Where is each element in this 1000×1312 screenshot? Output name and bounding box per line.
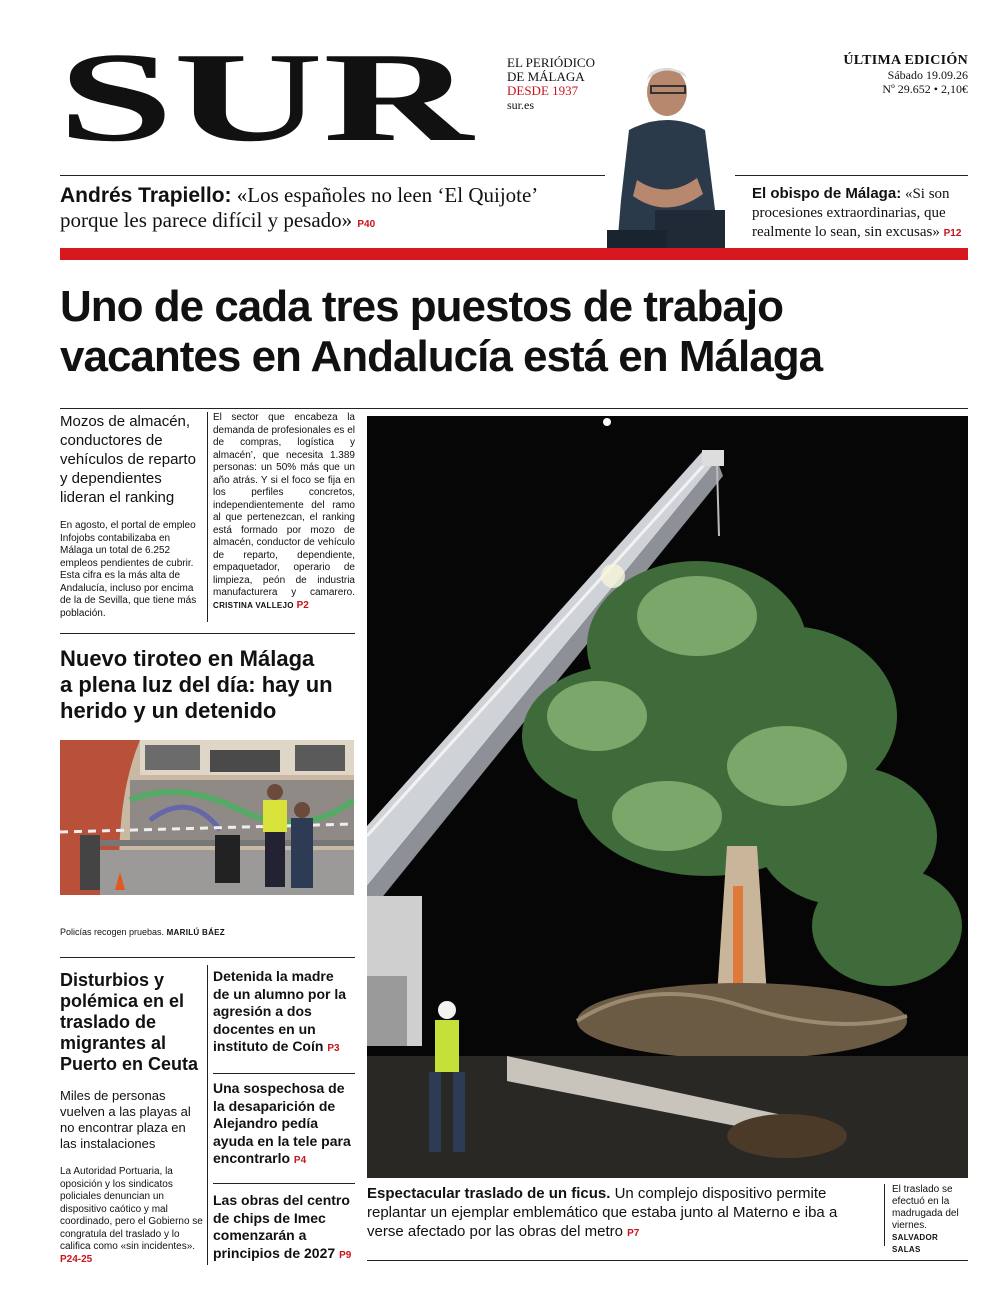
brief-coin-text: Detenida la madre de un alumno por la agresión a dos docentes en un instituto de Coín <box>213 968 347 1054</box>
police-caption <box>60 927 225 937</box>
sur-logo <box>58 40 478 150</box>
lead-divider <box>60 408 968 409</box>
ficus-page: P7 <box>627 1228 640 1239</box>
logo-text: SUR <box>58 40 476 150</box>
col-divider <box>207 412 208 622</box>
site-url: sur.es <box>507 98 534 112</box>
tagline-line-2: DE MÁLAGA <box>507 69 585 84</box>
tiroteo-headline[interactable] <box>60 646 360 724</box>
brief-divider-2 <box>213 1183 355 1184</box>
brief-alejandro-page: P4 <box>293 1155 307 1166</box>
ficus-side-text: El traslado se efectuó en la madrugada del viernes. <box>892 1184 959 1231</box>
teaser-obispo-quote: «Si son procesiones extraordinarias, que realmente lo sean, sin excusas» <box>752 186 950 240</box>
edition-info <box>843 54 968 96</box>
tagline-since: DESDE 1937 <box>507 83 579 98</box>
teaser-trapiello[interactable] <box>60 183 600 237</box>
ficus-photo <box>367 416 968 1178</box>
ceuta-body-text: La Autoridad Portuaria, la oposición y los sindicatos policiales denuncian un dispositivo caótico y mal coordinado, pero el Gobierno se congratula del traslado y lo califica como «sin incidentes». <box>60 1166 203 1252</box>
bottom-rule <box>367 1260 968 1261</box>
teaser-trapiello-name: Andrés Trapiello: <box>60 184 232 207</box>
lead-body-col2-text: El sector que encabeza la demanda de profesionales es el de compras, logística y almacén’, que necesita 1.389 personas: un 50% más que un año atrás. Y si el foco se fija en los perfiles concretos, independientemente del ramo al que pertenezcan, el ranking está formado por mozo de almacén, conductor de vehículo de reparto, dependiente, empaquetador, operario de limpieza, peón de industria manufacturera y camarero. <box>213 412 355 598</box>
section-divider <box>60 633 355 634</box>
lead-headline[interactable] <box>60 282 960 382</box>
ficus-side-caption <box>892 1184 968 1256</box>
teaser-obispo[interactable] <box>752 184 972 243</box>
brief-coin[interactable] <box>213 968 353 1058</box>
brief-alejandro-text: Una sospechosa de la desaparición de Alejandro pedía ayuda en la tele para encontrarlo <box>213 1080 351 1166</box>
ceuta-body <box>60 1166 205 1266</box>
ceuta-subhead: Miles de personas vuelven a las playas al no encontrar plaza en las instalaciones <box>60 1088 191 1151</box>
teaser-trapiello-page: P40 <box>357 219 376 230</box>
brief-imec[interactable] <box>213 1192 353 1264</box>
brief-divider-1 <box>213 1073 355 1074</box>
edition-number-price: Nº 29.652 • 2,10€ <box>882 82 968 96</box>
ficus-caption[interactable] <box>367 1184 872 1243</box>
brief-imec-text: Las obras del centro de chips de Imec comenzarán a principios de 2027 <box>213 1192 350 1261</box>
masthead-tagline <box>507 56 595 112</box>
masthead-divider-right <box>735 175 968 176</box>
edition-label: ÚLTIMA EDICIÓN <box>843 53 968 68</box>
lead-body-col1: En agosto, el portal de empleo Infojobs contabilizaba en Málaga un total de 6.252 empleos pendientes de cubrir. Esta cifra es la más alta de Andalucía, incluso por encima de la de Sevilla, que tiene más población. <box>60 520 197 619</box>
police-credit: MARILÚ BÁEZ <box>166 928 225 937</box>
portrait-photo <box>607 60 737 248</box>
ficus-caption-divider <box>884 1184 885 1246</box>
red-band <box>60 248 968 260</box>
ficus-title: Espectacular traslado de un ficus. <box>367 1185 611 1202</box>
police-photo <box>60 740 354 895</box>
tagline-line-1: EL PERIÓDICO <box>507 55 595 70</box>
lead-headline-line-2: vacantes en Andalucía está en Málaga <box>60 332 823 381</box>
edition-date: Sábado 19.09.26 <box>887 68 968 82</box>
brief-coin-page: P3 <box>327 1043 340 1054</box>
lead-page: P2 <box>296 599 309 611</box>
masthead-divider <box>60 175 605 176</box>
ficus-text: Un complejo dispositivo permite replantar un ejemplar emblemático que estaba junto al Materno e iba a verse afectado por las obras del metro <box>367 1185 838 1240</box>
tiroteo-headline-line-2: a plena luz del día: hay un <box>60 672 333 697</box>
lead-body-col2 <box>213 412 355 612</box>
tiroteo-headline-line-1: Nuevo tiroteo en Málaga <box>60 646 315 671</box>
lead-headline-line-1: Uno de cada tres puestos de trabajo <box>60 282 783 331</box>
teaser-obispo-page: P12 <box>943 228 962 239</box>
tiroteo-headline-line-3: herido y un detenido <box>60 698 277 723</box>
lead-subhead: Mozos de almacén, conductores de vehículos de reparto y dependientes lideran el ranking <box>60 413 196 506</box>
teaser-obispo-name: El obispo de Málaga: <box>752 185 902 202</box>
ceuta-headline[interactable]: Disturbios y polémica en el traslado de migrantes al Puerto en Ceuta <box>60 970 199 1074</box>
lead-credit: CRISTINA VALLEJO <box>213 600 294 610</box>
ceuta-page: P24-25 <box>60 1253 93 1265</box>
section-divider-2 <box>60 957 355 958</box>
brief-alejandro[interactable] <box>213 1080 353 1170</box>
teaser-trapiello-quote: «Los españoles no leen ‘El Quijote’ porque les parece difícil y pesado» <box>60 183 537 232</box>
brief-imec-page: P9 <box>339 1249 352 1261</box>
ficus-credit: SALVADOR SALAS <box>892 1233 939 1254</box>
police-caption-text: Policías recogen pruebas. <box>60 927 165 937</box>
brief-col-divider <box>207 965 208 1265</box>
